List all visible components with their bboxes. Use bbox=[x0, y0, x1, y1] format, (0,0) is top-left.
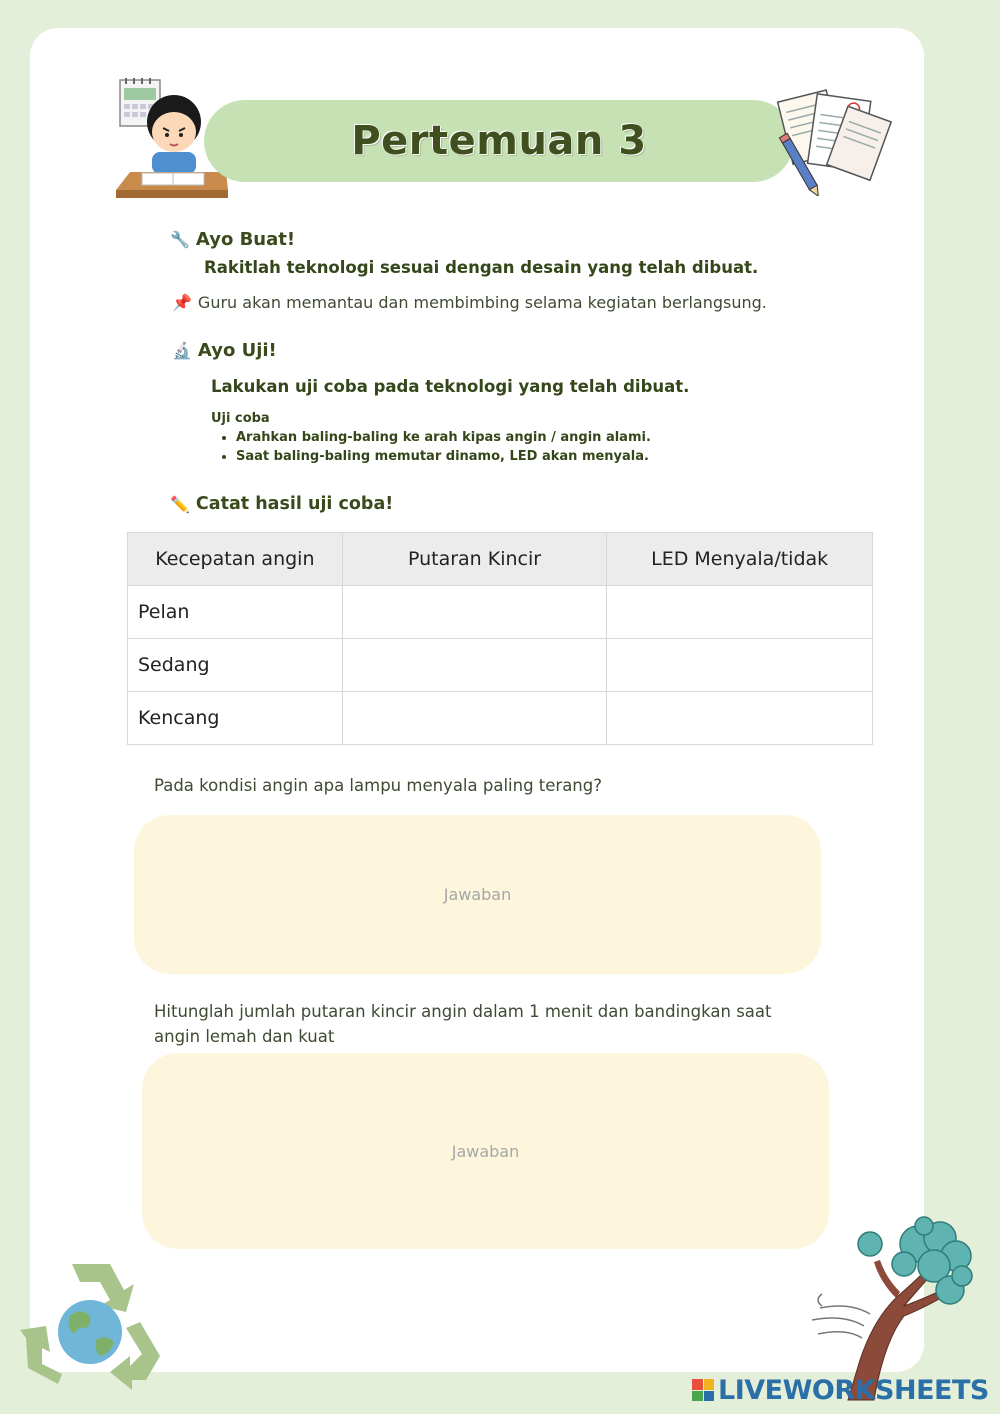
header-led: LED Menyala/tidak bbox=[607, 533, 873, 586]
rotation-input-cell[interactable] bbox=[342, 586, 607, 639]
liveworksheets-logo-icon bbox=[692, 1379, 714, 1401]
tools-icon: 🔧 bbox=[170, 230, 190, 249]
catat-title: Catat hasil uji coba! bbox=[195, 494, 394, 514]
rotation-input-cell[interactable] bbox=[342, 692, 607, 745]
answer-box-1[interactable] bbox=[134, 815, 821, 974]
table-row bbox=[128, 586, 873, 639]
pencil-icon: ✏️ bbox=[170, 494, 190, 514]
table-row bbox=[128, 639, 873, 692]
brand-name: LIVEWORKSHEETS bbox=[718, 1374, 989, 1406]
ayo-buat-instruction: Rakitlah teknologi sesuai dengan desain yang telah dibuat. bbox=[204, 258, 759, 277]
table-row bbox=[128, 692, 873, 745]
speed-cell: Pelan bbox=[128, 586, 343, 639]
microscope-icon: 🔬 bbox=[172, 341, 192, 360]
ayo-buat-title: Ayo Buat! bbox=[195, 229, 296, 250]
answer-box-2[interactable] bbox=[142, 1053, 829, 1249]
table-header-row bbox=[128, 533, 873, 586]
ayo-uji-instruction: Lakukan uji coba pada teknologi yang telah dibuat. bbox=[211, 377, 690, 396]
results-table bbox=[127, 532, 873, 745]
page-title: Pertemuan 3 bbox=[351, 118, 647, 164]
rotation-input-cell[interactable] bbox=[342, 639, 607, 692]
speed-cell: Kencang bbox=[128, 692, 343, 745]
answer-placeholder: Jawaban bbox=[451, 1141, 520, 1161]
ayo-buat-heading bbox=[170, 229, 295, 250]
catat-heading bbox=[170, 494, 393, 514]
list-item: • Arahkan baling-baling ke arah kipas angin / angin alami. bbox=[236, 430, 651, 445]
recycle-globe-illustration bbox=[20, 1256, 162, 1394]
uji-coba-steps bbox=[212, 430, 651, 468]
liveworksheets-brand[interactable] bbox=[692, 1374, 989, 1406]
led-input-cell[interactable] bbox=[607, 692, 873, 745]
pin-icon: 📌 bbox=[172, 293, 192, 312]
header-wind-speed: Kecepatan angin bbox=[128, 533, 343, 586]
papers-pencil-illustration bbox=[774, 84, 894, 196]
ayo-uji-heading bbox=[172, 340, 277, 361]
speed-cell: Sedang bbox=[128, 639, 343, 692]
header-rotation: Putaran Kincir bbox=[342, 533, 607, 586]
question-2: Hitunglah jumlah putaran kincir angin dalam 1 menit dan bandingkan saat angin lemah dan kuat bbox=[154, 1002, 772, 1046]
title-banner bbox=[204, 100, 794, 182]
question-1: Pada kondisi angin apa lampu menyala paling terang? bbox=[154, 776, 602, 795]
uji-coba-label: Uji coba bbox=[211, 411, 270, 426]
led-input-cell[interactable] bbox=[607, 586, 873, 639]
ayo-uji-title: Ayo Uji! bbox=[197, 340, 277, 361]
teacher-note bbox=[172, 293, 767, 312]
led-input-cell[interactable] bbox=[607, 639, 873, 692]
list-item: • Saat baling-baling memutar dinamo, LED akan menyala. bbox=[236, 449, 651, 464]
teacher-note-text: Guru akan memantau dan membimbing selama kegiatan berlangsung. bbox=[197, 293, 767, 312]
answer-placeholder: Jawaban bbox=[443, 885, 512, 904]
